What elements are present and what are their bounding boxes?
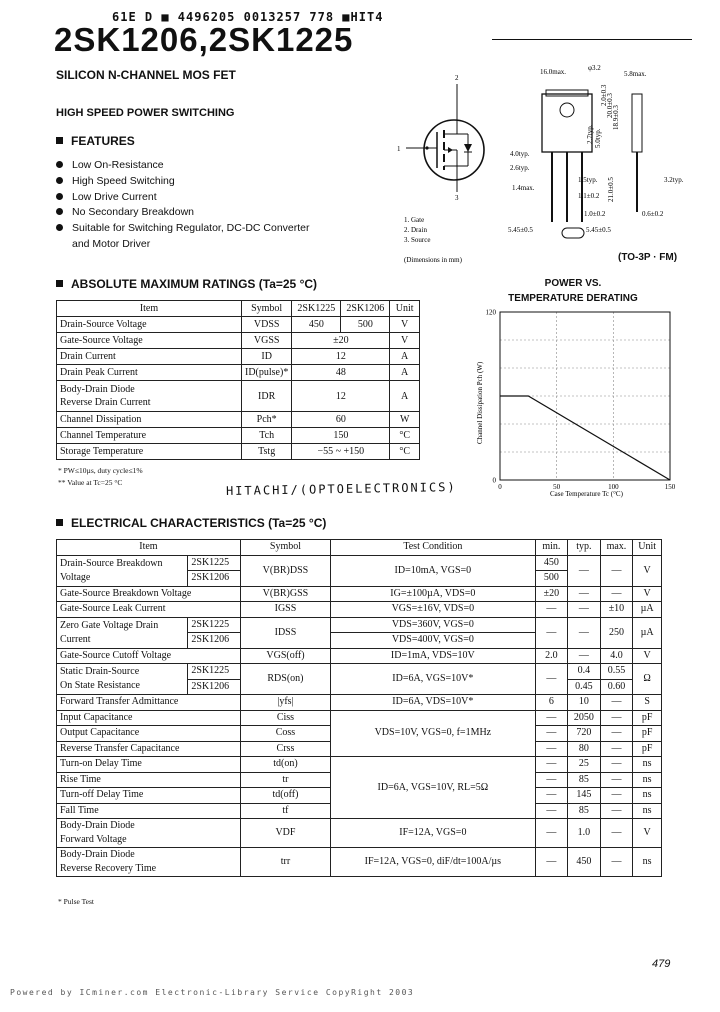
table-row: Drain Peak Current ID(pulse)* 48 A: [57, 365, 420, 381]
table-row: Fall Time tf — 85 — ns: [57, 803, 662, 819]
table-row: Static Drain-Source On State Resistance 2SK1225 RDS(on) ID=6A, VGS=10V* — 0.4 0.55 Ω: [57, 664, 662, 680]
svg-text:2.0±0.3: 2.0±0.3: [600, 84, 608, 106]
svg-text:5.8max.: 5.8max.: [624, 70, 647, 78]
package-label: (TO-3P · FM): [618, 252, 678, 263]
table-row: 2SK1206 0.45 0.60: [57, 679, 662, 695]
abs-ratings-heading: ABSOLUTE MAXIMUM RATINGS (Ta=25 °C): [56, 277, 317, 291]
feature-item: No Secondary Breakdown: [56, 205, 310, 221]
subtitle-high-speed: HIGH SPEED POWER SWITCHING: [56, 107, 235, 119]
feature-item: Low Drive Current: [56, 190, 310, 206]
abs-note-2: ** Value at Tc=25 °C: [58, 478, 123, 487]
svg-text:2.6typ.: 2.6typ.: [510, 164, 530, 172]
bullet-icon: [56, 161, 63, 168]
elec-char-table: [56, 539, 662, 877]
bullet-icon: [56, 177, 63, 184]
pin-legend-gate: 1. Gate: [404, 216, 425, 224]
pin-2-label: 2: [455, 74, 459, 82]
footer-credit: Powered by ICminer.com Electronic-Library Service CopyRight 2003: [10, 988, 415, 997]
square-bullet-icon: [56, 137, 63, 144]
dimensions-note: (Dimensions in mm): [404, 256, 462, 264]
svg-text:20.0±0.3: 20.0±0.3: [606, 93, 614, 118]
chart-xtick-label: 50: [553, 483, 561, 491]
square-bullet-icon: [56, 519, 63, 526]
svg-text:5.45±0.5: 5.45±0.5: [508, 226, 533, 234]
svg-text:1.4max.: 1.4max.: [512, 184, 535, 192]
svg-text:3.2typ.: 3.2typ.: [664, 176, 684, 184]
table-row: Drain Current ID 12 A: [57, 349, 420, 365]
elec-heading: ELECTRICAL CHARACTERISTICS (Ta=25 °C): [56, 516, 326, 530]
chart-title: POWER VS. TEMPERATURE DERATING: [508, 278, 638, 304]
hitachi-stamp: HITACHI/(OPTOELECTRONICS): [225, 479, 457, 499]
arrow-icon: [448, 147, 453, 153]
table-row: 2SK1206 500: [57, 571, 662, 587]
table-row: 2SK1206 VDS=400V, VGS=0: [57, 633, 662, 649]
table-row: Channel Temperature Tch 150 °C: [57, 428, 420, 444]
svg-text:1.0±0.2: 1.0±0.2: [584, 210, 606, 218]
chart-xtick-label: 100: [608, 483, 619, 491]
square-bullet-icon: [56, 280, 63, 287]
derating-series-line: [500, 396, 670, 480]
title-rule: [492, 39, 692, 40]
feature-item: Suitable for Switching Regulator, DC-DC Converter: [56, 221, 310, 237]
pulse-test-note: * Pulse Test: [58, 897, 95, 906]
svg-text:0.6±0.2: 0.6±0.2: [642, 210, 664, 218]
feature-item: High Speed Switching: [56, 174, 310, 190]
pin-1-label: 1: [397, 145, 401, 153]
part-title: 2SK1206,2SK1225: [54, 21, 354, 58]
svg-text:18.9±0.3: 18.9±0.3: [612, 105, 620, 130]
table-row: Rise Time tr — 85 — ns: [57, 772, 662, 788]
scan-code: 61E D ■ 4496205 0013257 778 ■HIT4: [112, 10, 384, 24]
table-header-row: Item Symbol 2SK1225 2SK1206 Unit: [57, 301, 420, 317]
svg-text:2.7typ.: 2.7typ.: [586, 124, 594, 144]
chart-xlabel: Case Temperature Tc (°C): [550, 490, 623, 498]
package-side-view: [632, 94, 642, 152]
package-outline-drawing: [500, 62, 710, 252]
features-list: [56, 158, 310, 253]
pin-legend-drain: 2. Drain: [404, 226, 427, 234]
chart-ytick-label: 0: [492, 476, 496, 485]
table-row: Body-Drain Diode Reverse Recovery Time trr IF=12A, VGS=0, diF/dt=100A/µs — 450 — ns: [57, 848, 662, 877]
feature-item: Low On-Resistance: [56, 158, 310, 174]
bullet-icon: [56, 224, 63, 231]
derating-chart: [460, 304, 690, 500]
page-number: 479: [652, 958, 671, 970]
pin-3-label: 3: [455, 194, 459, 202]
abs-ratings-table: [56, 300, 420, 460]
table-row: Body-Drain Diode Reverse Drain Current IDR 12 A: [57, 381, 420, 412]
table-row: Body-Drain Diode Forward Voltage VDF IF=12A, VGS=0 — 1.0 — V: [57, 819, 662, 848]
table-row: Input Capacitance Ciss VDS=10V, VGS=0, f=1MHz — 2050 — pF: [57, 710, 662, 726]
feature-item-cont: and Motor Driver: [72, 237, 151, 250]
table-row: Output Capacitance Coss — 720 — pF: [57, 726, 662, 742]
table-row: Drain-Source Breakdown Voltage 2SK1225 V(BR)DSS ID=10mA, VGS=0 450 — — V: [57, 555, 662, 571]
table-header-row: Item Symbol Test Condition min. typ. max. Unit: [57, 540, 662, 556]
bullet-icon: [56, 193, 63, 200]
svg-text:4.0typ.: 4.0typ.: [510, 150, 530, 158]
svg-text:5.45±0.5: 5.45±0.5: [586, 226, 611, 234]
table-row: Channel Dissipation Pch* 60 W: [57, 412, 420, 428]
table-row: Turn-off Delay Time td(off) — 145 — ns: [57, 788, 662, 804]
mosfet-symbol-diagram: [392, 70, 492, 270]
svg-text:1.1±0.2: 1.1±0.2: [578, 192, 600, 200]
chart-ytick-label: 120: [485, 308, 496, 317]
table-row: Storage Temperature Tstg −55 ~ +150 °C: [57, 444, 420, 460]
table-row: Gate-Source Breakdown Voltage V(BR)GSS IG=±100µA, VDS=0 ±20 — — V: [57, 586, 662, 602]
bullet-icon: [56, 208, 63, 215]
pin-legend-source: 3. Source: [404, 236, 431, 244]
chart-ylabel: Channel Dissipation Pch (W): [476, 361, 484, 444]
table-row: Gate-Source Voltage VGSS ±20 V: [57, 333, 420, 349]
table-row: Gate-Source Cutoff Voltage VGS(off) ID=1mA, VDS=10V 2.0 — 4.0 V: [57, 648, 662, 664]
table-row: Turn-on Delay Time td(on) ID=6A, VGS=10V, RL=5Ω — 25 — ns: [57, 757, 662, 773]
svg-text:16.0max.: 16.0max.: [540, 68, 567, 76]
subtitle: SILICON N-CHANNEL MOS FET: [56, 68, 236, 82]
svg-text:φ3.2: φ3.2: [588, 64, 601, 72]
table-row: Forward Transfer Admittance |yfs| ID=6A, VDS=10V* 6 10 — S: [57, 695, 662, 711]
table-row: Gate-Source Leak Current IGSS VGS=±16V, VDS=0 — — ±10 µA: [57, 602, 662, 618]
chart-xtick-label: 150: [664, 483, 676, 491]
table-row: Zero Gate Voltage Drain Current 2SK1225 IDSS VDS=360V, VGS=0 — — 250 µA: [57, 617, 662, 633]
svg-text:5.0typ.: 5.0typ.: [594, 128, 602, 148]
svg-text:21.0±0.5: 21.0±0.5: [607, 177, 615, 202]
svg-text:1.5typ.: 1.5typ.: [578, 176, 598, 184]
abs-note-1: * PW≤10µs, duty cycle≤1%: [58, 466, 143, 475]
table-row: Drain-Source Voltage VDSS 450 500 V: [57, 317, 420, 333]
chart-xtick-label: 0: [498, 483, 502, 491]
features-heading: FEATURES: [56, 134, 135, 148]
table-row: Reverse Transfer Capacitance Crss — 80 — pF: [57, 741, 662, 757]
